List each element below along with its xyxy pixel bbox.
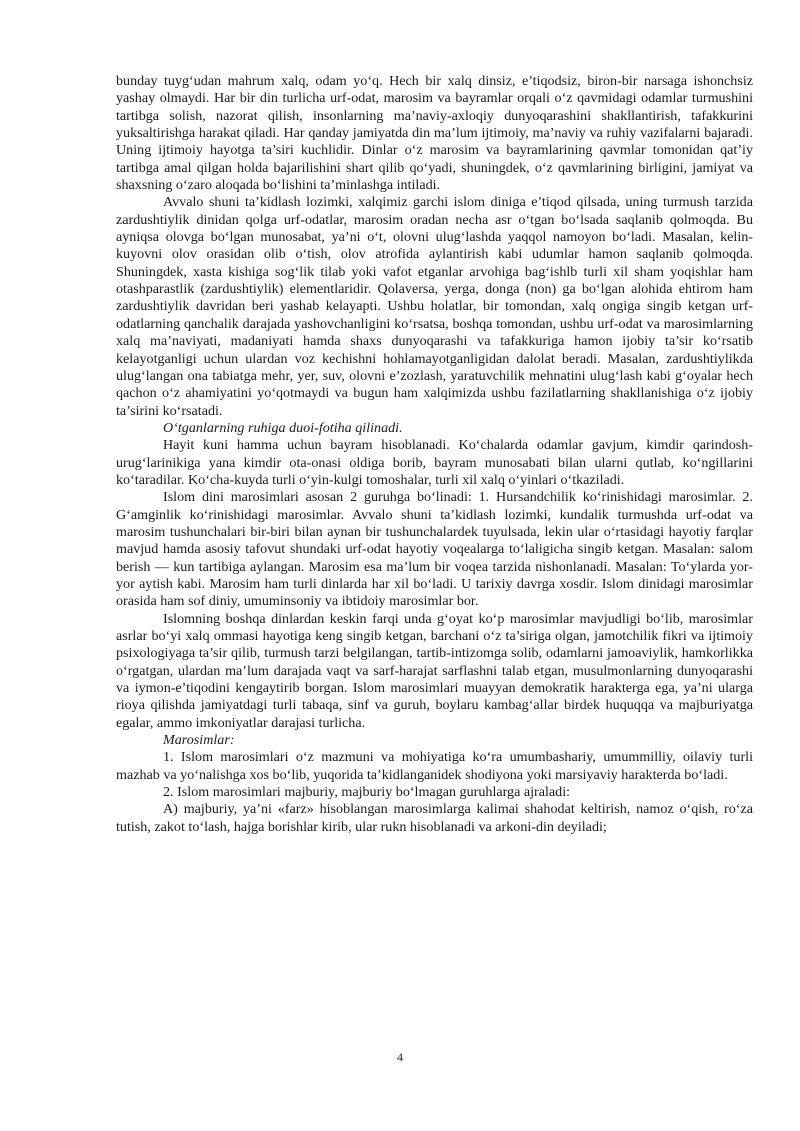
list-paragraph: 1. Islom marosimlari o‘z mazmuni va mohiyatiga ko‘ra umumbashariy, umummilliy, oilaviy turli mazhab va yo‘nalishga xos bo‘lib, yuqorida ta’kidlanganidek shodiyona yoki marsiyaviy harakterda bo‘ladi. [116,749,753,783]
paragraph: Hayit kuni hamma uchun bayram hisoblanadi. Ko‘chalarda odamlar gavjum, kimdir qarindosh-urug‘larinikiga yana kimdir ota-onasi oldiga borib, bayram munosabati bilan ularni qutlab, ko‘ngillarini ko‘taradilar. Ko‘cha-kuyda turli o‘yin-kulgi tomoshalar, turli xil xalq o‘yinlari o‘tkaziladi. [116,437,753,488]
italic-heading: O‘tganlarning ruhiga duoi-fotiha qilinadi. [163,419,403,436]
list-paragraph: 2. Islom marosimlari majburiy, majburiy bo‘lmagan guruhlarga ajraladi: [163,784,571,801]
page-number: 4 [397,1050,403,1064]
document-body [116,73,753,836]
paragraph: Islomning boshqa dinlardan keskin farqi unda g‘oyat ko‘p marosimlar mavjudligi bo‘lib, marosimlar asrlar bo‘yi xalq ommasi hayotiga keng singib ketgan, barchani o‘z ta’siriga olgan, jamotchilik fikri va ijtimoiy psixologiyaga ta’sir qilib, turmush tarzi belgilangan, tartib-intizomga solib, odamlarni jamoaviylik, hamkorlikka o‘rgatgan, ulardan ma’lum darajada vaqt va sarf-harajat sarflashni talab etgan, musulmonlarning dunyoqarashi va iymon-e’tiqodini kengaytirib borgan. Islom marosimlari muayyan demokratik harakterga ega, ya’ni ularga rioya qilishda jamiyatdagi turli tabaqa, sinf va guruh, boylaru kambag‘allar birdek huquqqa va majburiyatga egalar, ammo imkoniyatlar darajasi turlicha. [116,610,753,731]
paragraph: Avvalo shuni ta’kidlash lozimki, xalqimiz garchi islom diniga e’tiqod qilsada, uning turmush tarzida zardushtiylik dinidan qolga urf-odatlar, marosim oradan necha asr o‘tgan bo‘lsada saqlanib qolmoqda. Bu ayniqsa olovga bo‘lgan munosabat, ya’ni o‘t, olovni ulug‘lashda yaqqol namoyon bo‘ladi. Masalan, kelin-kuyovni olov orasidan olib o‘tish, olov atrofida aylantirish kabi udumlar hamon saqlanib qolmoqda. Shuningdek, xasta kishiga sog‘lik tilab yoki vafot etganlar arvohiga bag‘ishlb turli xil sham yoqishlar ham otashparastlik (zardushtiylik) elementlaridir. Qolaversa, yerga, donga (non) ga bo‘lgan alohida ehtirom ham zardushtiylik davridan beri yashab kelayapti. Ushbu holatlar, bir tomondan, xalq ongiga singib ketgan urf-odatlarning qanchalik darajada yashovchanligini ko‘rsatsa, boshqa tomondan, ushbu urf-odat va marosimlarning xalq ma’naviyati, madaniyati hamda shaxs dunyoqarashi va tafakkuriga hamon ijobiy ta’sir ko‘rsatib kelayotganligi uchun ulardan voz kechishni hohlamayotganligidan dalolat beradi. Masalan, zardushtiylikda ulug‘langan ona tabiatga mehr, yer, suv, olovni e’zozlash, yaratuvchilik mehnatini ulug‘lash kabi g‘oyalar hech qachon o‘z ahamiyatini yo‘qotmaydi va bugun ham xalqimizda ushbu fazilatlarning shakllanishiga o‘z ijobiy ta’sirini ko‘rsatadi. [116,194,753,419]
paragraph: Islom dini marosimlari asosan 2 guruhga bo‘linadi: 1. Hursandchilik ko‘rinishidagi marosimlar. 2. G‘amginlik ko‘rinishidagi marosimlar. Avvalo shuni ta’kidlash lozimki, kundalik turmushda urf-odat va marosim tushunchalari bir-biri bilan aynan bir tushunchalardek tuyulsada, lekin ular o‘rtasidagi hayotiy farqlar mavjud hamda asosiy tafovut shundaki urf-odat hayotiy voqealarga to‘laligicha singib ketgan. Masalan: salom berish — kun tartibiga aylangan. Marosim esa ma’lum bir voqea tarzida nishonlanadi. Masalan: To‘ylarda yor-yor aytish kabi. Marosim ham turli dinlarda har xil bo‘ladi. U tarixiy davrga xosdir. Islom dinidagi marosimlar orasida ham sof diniy, umuminsoniy va ibtidoiy marosimlar bor. [116,489,753,610]
list-paragraph: A) majburiy, ya’ni «farz» hisoblangan marosimlarga kalimai shahodat keltirish, namoz o‘qish, ro‘za tutish, zakot to‘lash, hajga borishlar kirib, ular rukn hisoblanadi va arkoni-din deyiladi; [116,801,753,835]
paragraph: bunday tuyg‘udan mahrum xalq, odam yo‘q. Hech bir xalq dinsiz, e’tiqodsiz, biron-bir narsaga ishonchsiz yashay olmaydi. Har bir din turlicha urf-odat, marosim va bayramlar orqali o‘z qavmidagi odamlar turmushini tartibga solish, nazorat qilish, insonlarning ma’naviy-axloqiy dunyoqarashini shakllantirish, tafakkurini yuksaltirishga harakat qiladi. Har qanday jamiyatda din ma’lum ijtimoiy, ma’naviy va ruhiy vazifalarni bajaradi. Uning ijtimoiy hayotga ta’siri kuchlidir. Dinlar o‘z marosim va bayramlarining qavmlar tomonidan qat’iy tartibga amal qilgan holda bajarilishini shart qilib qo‘yadi, shuningdek, o‘z qavmlarining birligini, jamiyat va shaxsning o‘zaro aloqada bo‘lishini ta’minlashga intiladi. [116,73,753,194]
italic-heading: Marosimlar: [163,732,235,749]
